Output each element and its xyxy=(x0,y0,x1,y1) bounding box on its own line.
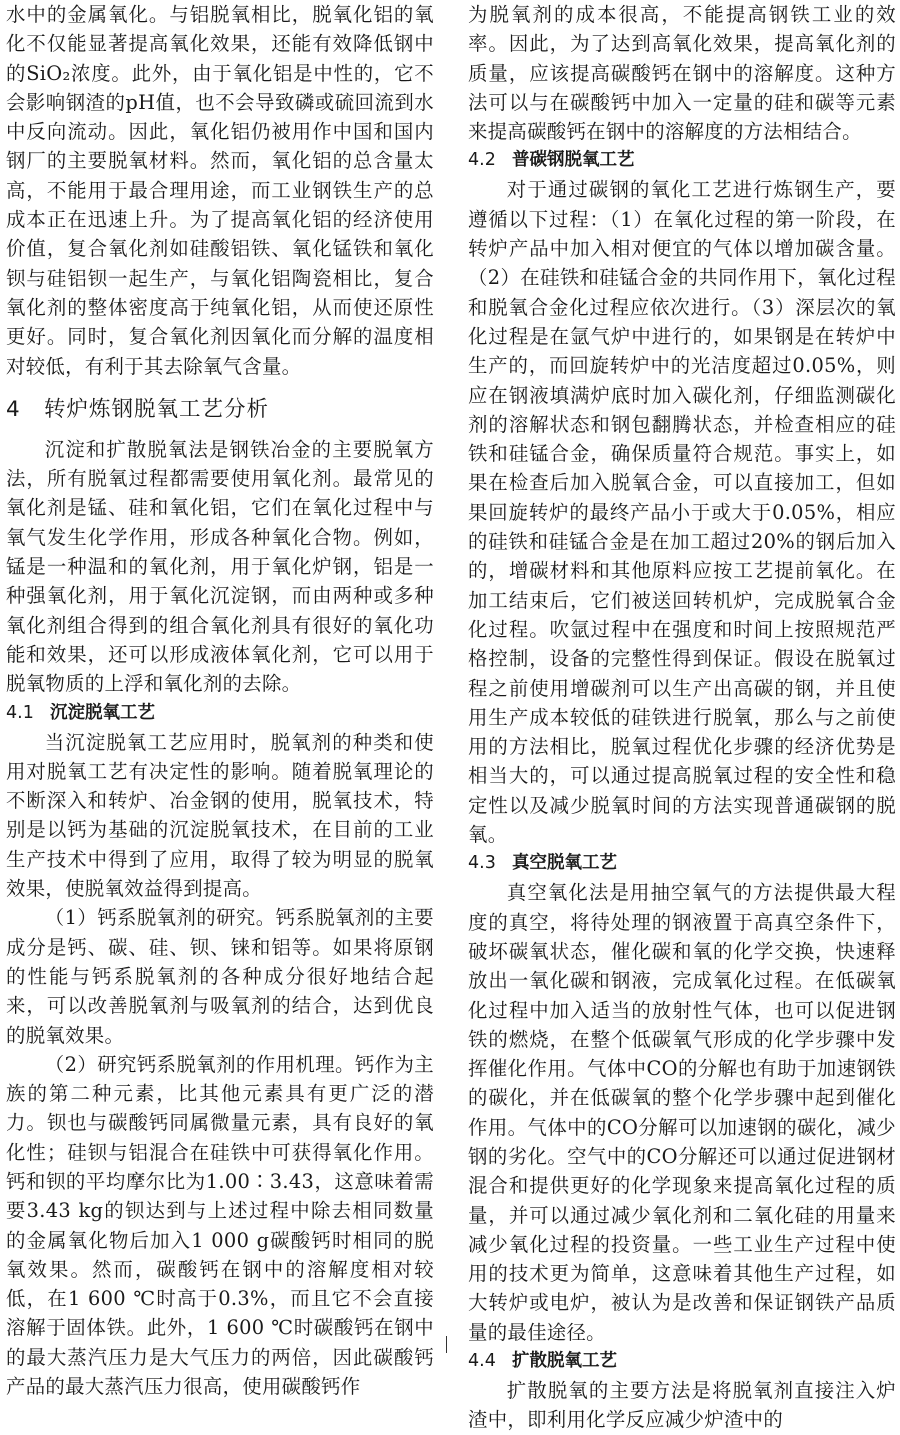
subsection-title: 真空脱氧工艺 xyxy=(512,853,617,874)
subsection-4-2-heading xyxy=(468,146,896,175)
paragraph-4-4: 扩散脱氧的主要方法是将脱氧剂直接注入炉渣中，即利用化学反应减少炉渣中的 xyxy=(468,1379,896,1432)
paragraph-4-3: 真空氧化法是用抽空氧气的方法提供最大程度的真空，将待处理的钢液置于高真空条件下，破坏碳氧状态，催化碳和氧的化学交换，快速释放出一氧化碳和钢液，完成氧化过程。在低碳氧化过程中加入适当的放射性气体，也可以促进钢铁的燃烧，在整个低碳氧气形成的化学步骤中发挥催化作用。气体中CO的分解也有助于加速钢铁的碳化，并在低碳氧的整个化学步骤中起到催化作用。气体中的CO分解可以加速钢的碳化，减少钢的劣化。空气中的CO分解还可以通过促进钢材混合和提供更好的化学现象来提高氧化过程的质量，并可以通过减少氧化剂和二氧化硅的用量来减少氧化过程的投资量。一些工业生产过程中使用的技术更为简单，这意味着其他生产过程，如大转炉或电炉，被认为是改善和保证钢铁产品质量的最佳途径。 xyxy=(468,881,896,1344)
paragraph-4-1-b: （1）钙系脱氧剂的研究。钙系脱氧剂的主要成分是钙、碳、硅、钡、铼和铝等。如果将原钢的性能与钙系脱氧剂的各种成分很好地结合起来，可以改善脱氧剂与吸氧剂的结合，达到优良的脱氧效果。 xyxy=(6,906,434,1047)
section-number: 4 xyxy=(6,396,21,422)
paragraph-intro: 水中的金属氧化。与铝脱氧相比，脱氧化铝的氧化不仅能显著提高氧化效果，还能有效降低钢中的SiO₂浓度。此外，由于氧化铝是中性的，它不会影响钢渣的pH值，也不会导致磷或硫回流到水中反向流动。因此，氧化铝仍被用作中国和国内钢厂的主要脱氧材料。然而，氧化铝的总含量太高，不能用于最合理用途，而工业钢铁生产的总成本正在迅速上升。为了提高氧化铝的经济使用价值，复合氧化剂如硅酸铝铁、氧化锰铁和氧化钡与硅铝钡一起生产，与氧化铝陶瓷相比，复合氧化剂的整体密度高于纯氧化铝，从而使还原性更好。同时，复合氧化剂因氧化而分解的温度相对较低，有利于其去除氧气含量。 xyxy=(6,3,434,378)
section-title: 转炉炼钢脱氧工艺分析 xyxy=(44,396,270,422)
subsection-title: 普碳钢脱氧工艺 xyxy=(512,150,635,171)
paragraph-section4: 沉淀和扩散脱氧法是钢铁冶金的主要脱氧方法，所有脱氧过程都需要使用氧化剂。最常见的氧化剂是锰、硅和氧化铝，它们在氧化过程中与氧气发生化学作用，形成各种氧化合物。例如，锰是一种温和的氧化剂，用于氧化炉钢，铝是一种强氧化剂，用于氧化沉淀钢，而由两种或多种氧化剂组合得到的组合氧化剂具有很好的氧化功能和效果，还可以形成液体氧化剂，它可以用于脱氧物质的上浮和氧化剂的去除。 xyxy=(6,437,434,696)
paragraph-4-2: 对于通过碳钢的氧化工艺进行炼钢生产，要遵循以下过程：（1）在氧化过程的第一阶段，在转炉产品中加入相对便宜的气体以增加碳含量。（2）在硅铁和硅锰合金的共同作用下，氧化过程和脱氧合金化过程应依次进行。（3）深层次的氧化过程是在氩气炉中进行的，如果钢是在转炉中生产的，而回旋转炉中的光洁度超过0.05%，则应在钢液填满炉底时加入碳化剂，仔细监测碳化剂的溶解状态和钢包翻腾状态，并检查相应的硅铁和硅锰合金，确保质量符合规范。事实上，如果在检查后加入脱氧合金，可以直接加工，但如果回旋转炉的最终产品小于或大于0.05%，相应的硅铁和硅锰合金是在加工超过20%的钢后加入的，增碳材料和其他原料应按工艺提前氧化。在加工结束后，它们被送回转机炉，完成脱氧合金化过程。吹氩过程中在强度和时间上按照规范严格控制，设备的完整性得到保证。假设在脱氧过程之前使用增碳剂可以生产出高碳的钢，并且使用生产成本较低的硅铁进行脱氧，那么与之前使用的方法相比，脱氧过程优化步骤的经济优势是相当大的，可以通过提高脱氧过程的安全性和稳定性以及减少脱氧时间的方法实现普通碳钢的脱氧。 xyxy=(468,178,896,847)
left-column xyxy=(6,0,434,1401)
subsection-number: 4.3 xyxy=(468,853,496,874)
subsection-number: 4.4 xyxy=(468,1351,496,1372)
subsection-number: 4.1 xyxy=(6,702,34,723)
subsection-4-4-heading xyxy=(468,1347,896,1376)
right-column xyxy=(468,0,896,1435)
subsection-4-3-heading xyxy=(468,849,896,878)
column-divider-mark xyxy=(446,1336,447,1353)
subsection-4-1-heading xyxy=(6,699,434,728)
subsection-number: 4.2 xyxy=(468,150,496,171)
subsection-title: 沉淀脱氧工艺 xyxy=(50,702,155,723)
paragraph-4-1-a: 当沉淀脱氧工艺应用时，脱氧剂的种类和使用对脱氧工艺有决定性的影响。随着脱氧理论的不断深入和转炉、冶金钢的使用，脱氧技术，特别是以钙为基础的沉淀脱氧技术，在目前的工业生产技术中得到了应用，取得了较为明显的脱氧效果，使脱氧效益得到提高。 xyxy=(6,730,434,901)
paragraph-4-1-c: （2）研究钙系脱氧剂的作用机理。钙作为主族的第二种元素，比其他元素具有更广泛的潜力。钡也与碳酸钙同属微量元素，具有良好的氧化性；硅钡与铝混合在硅铁中可获得氧化作用。钙和钡的平均摩尔比为1.00∶3.43，这意味着需要3.43 kg的钡达到与上述过程中除去相同数量的金属氧化物后加入1 000 g碳酸钙时相同的脱氧效果。然而，碳酸钙在钢中的溶解度相对较低，在1 600 ℃时高于0.3%，而且它不会直接溶解于固体铁。此外，1 600 ℃时碳酸钙在钢中的最大蒸汽压力是大气压力的两倍，因此碳酸钙产品的最大蒸汽压力很高，使用碳酸钙作 xyxy=(6,1052,434,1399)
section-4-heading xyxy=(6,395,434,424)
subsection-title: 扩散脱氧工艺 xyxy=(512,1351,617,1372)
paragraph-continued: 为脱氧剂的成本很高，不能提高钢铁工业的效率。因此，为了达到高氧化效果，提高氧化剂的质量，应该提高碳酸钙在钢中的溶解度。这种方法可以与在碳酸钙中加入一定量的硅和碳等元素来提高碳酸钙在钢中的溶解度的方法相结合。 xyxy=(468,3,896,144)
